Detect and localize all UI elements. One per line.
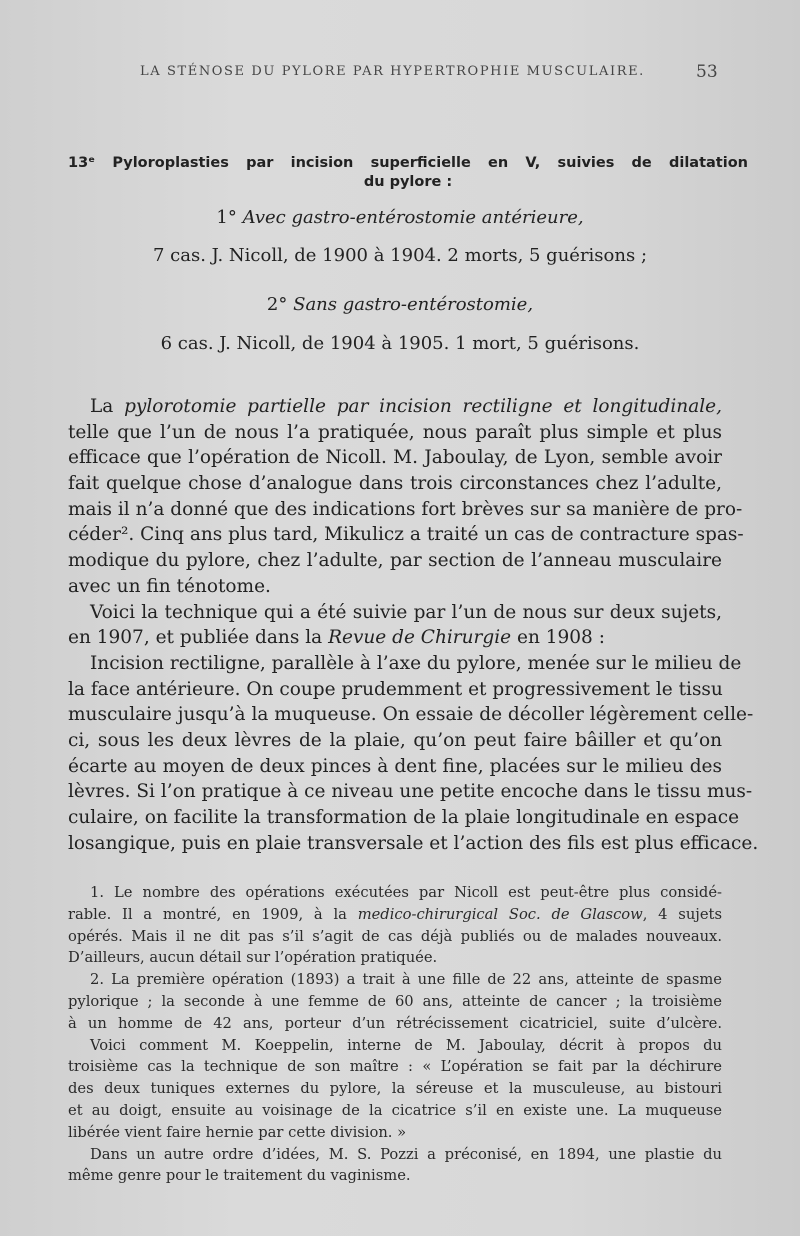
- body-line: modique du pylore, chez l’adulte, par section de l’anneau musculaire: [68, 550, 722, 572]
- case-b-label: 2°: [266, 294, 294, 315]
- body-line: fait quelque chose d’analogue dans trois circonstances chez l’adulte,: [68, 473, 722, 495]
- footnote-text-run: , 4 sujets: [642, 905, 722, 923]
- case-a-title: Avec gastro-entérostomie antérieure,: [242, 207, 584, 228]
- section-heading-line-1: 13ᵉ Pyloroplasties par incision superficielle en V, suivies de dilatation: [68, 155, 748, 171]
- footnote-line: D’ailleurs, aucun détail sur l’opération pratiquée.: [68, 949, 438, 967]
- body-line: culaire, on facilite la transformation de la plaie longitudinale en espace: [68, 807, 740, 828]
- body-line: avec un fin ténotome.: [68, 575, 271, 597]
- footnote-line: 1. Le nombre des opérations exécutées par Nicoll est peut-être plus considé-: [90, 884, 722, 901]
- running-title: LA STÉNOSE DU PYLORE PAR HYPERTROPHIE MUSCULAIRE.: [140, 64, 645, 79]
- body-line: céder². Cinq ans plus tard, Mikulicz a traité un cas de contracture spas-: [68, 524, 744, 546]
- journal-title: Revue de Chirurgie: [328, 627, 512, 649]
- body-line: ci, sous les deux lèvres de la plaie, qu’on peut faire bâiller et qu’on: [68, 729, 722, 751]
- section-heading: [68, 154, 748, 192]
- body-line: telle que l’un de nous l’a pratiquée, nous paraît plus simple et plus: [68, 421, 722, 443]
- body-line: [68, 394, 722, 420]
- body-paragraphs: [68, 394, 759, 856]
- body-line: musculaire jusqu’à la muqueuse. On essaie de décoller légèrement celle-: [68, 704, 754, 726]
- body-line: Incision rectiligne, parallèle à l’axe du pylore, menée sur le milieu de: [90, 652, 742, 674]
- case-a-detail: 7 cas. J. Nicoll, de 1900 à 1904. 2 morts, 5 guérisons ;: [152, 245, 648, 266]
- body-line: écarte au moyen de deux pinces à dent fine, placées sur le milieu des: [68, 755, 722, 777]
- body-line: losangique, puis en plaie transversale et l’action des fils est plus efficace.: [68, 832, 759, 854]
- society-name: medico-chirurgical Soc. de Glascow: [357, 905, 643, 923]
- body-italic-run: pylorotomie partielle par incision rectiligne et longitudinale,: [124, 396, 722, 417]
- body-line: [68, 625, 722, 651]
- footnote-line: Voici comment M. Koeppelin, interne de M. Jaboulay, décrit à propos du: [90, 1036, 722, 1054]
- body-line: la face antérieure. On coupe prudemment et progressivement le tissu: [68, 678, 723, 700]
- body-text-run: en 1908 :: [511, 627, 605, 649]
- case-a-label: 1°: [216, 207, 243, 228]
- case-b-detail: 6 cas. J. Nicoll, de 1904 à 1905. 1 mort, 5 guérisons.: [160, 333, 640, 354]
- page-number: 53: [696, 62, 718, 82]
- case-b-heading: [60, 294, 740, 315]
- body-text-run: en 1907, et publiée dans la: [68, 627, 329, 649]
- footnote-line: même genre pour le traitement du vaginisme.: [68, 1167, 411, 1185]
- footnote-line: troisième cas la technique de son maître : « L’opération se fait par la déchirure: [68, 1058, 722, 1076]
- body-line: mais il n’a donné que des indications fort brèves sur sa manière de pro-: [68, 498, 743, 520]
- footnote-line: opérés. Mais il ne dit pas s’il s’agit de cas déjà publiés ou de malades nouveaux.: [68, 927, 722, 945]
- body-text-run: La: [90, 396, 125, 417]
- footnote-line: libérée vient faire hernie par cette division. »: [68, 1123, 407, 1141]
- body-line: Voici la technique qui a été suivie par l’un de nous sur deux sujets,: [90, 601, 722, 623]
- footnotes: [68, 882, 722, 1187]
- footnote-line: pylorique ; la seconde à une femme de 60 ans, atteinte de cancer ; la troisième: [68, 992, 722, 1010]
- footnote-line: Dans un autre ordre d’idées, M. S. Pozzi a préconisé, en 1894, une plastie du: [90, 1145, 722, 1163]
- footnote-line: des deux tuniques externes du pylore, la séreuse et la musculeuse, au bistouri: [68, 1080, 722, 1098]
- body-line: lèvres. Si l’on pratique à ce niveau une petite encoche dans le tissu mus-: [68, 781, 753, 803]
- footnote-line: à un homme de 42 ans, porteur d’un rétrécissement cicatriciel, suite d’ulcère.: [68, 1014, 722, 1032]
- case-a-heading: [60, 207, 740, 228]
- footnote-line: et au doigt, ensuite au voisinage de la cicatrice s’il en existe une. La muqueuse: [68, 1101, 722, 1119]
- case-b-title: Sans gastro-entérostomie,: [293, 294, 534, 315]
- section-heading-line-2: du pylore :: [363, 174, 453, 190]
- footnote-line: [68, 904, 722, 926]
- footnote-line: 2. La première opération (1893) a trait à une fille de 22 ans, atteinte de spasme: [90, 971, 722, 989]
- body-line: efficace que l’opération de Nicoll. M. Jaboulay, de Lyon, semble avoir: [68, 447, 722, 469]
- footnote-text-run: rable. Il a montré, en 1909, à la: [68, 905, 358, 923]
